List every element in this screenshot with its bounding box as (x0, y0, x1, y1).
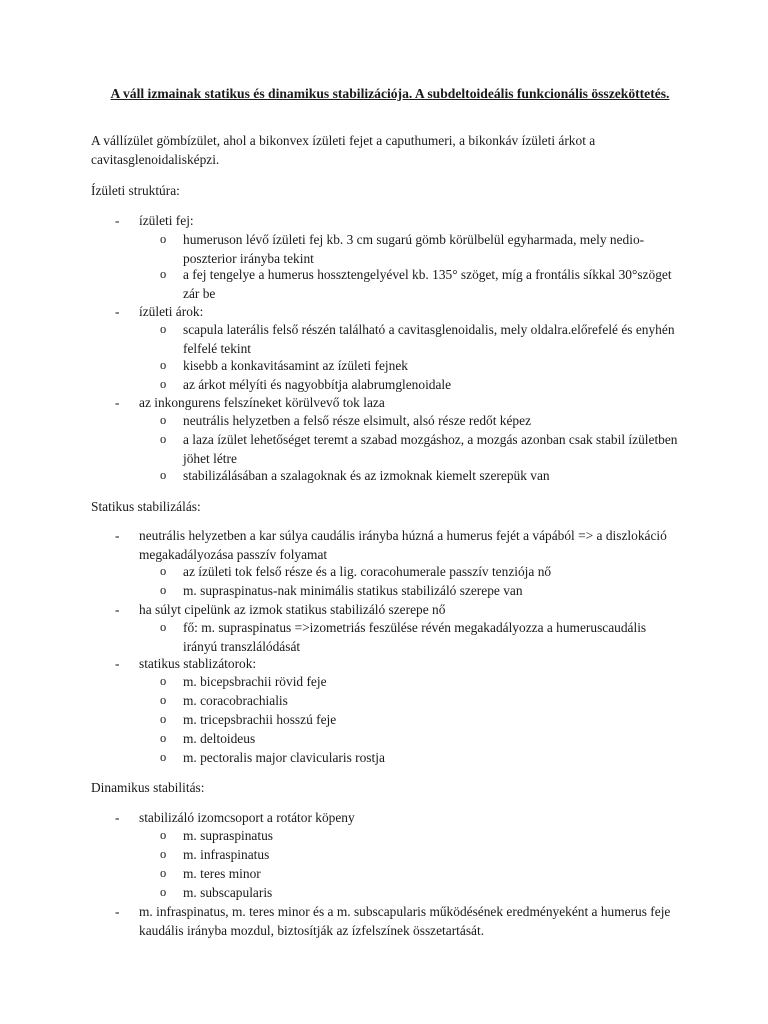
sub-list-item-text: az ízületi tok felső része és a lig. coracohumerale passzív tenziója nő (183, 564, 552, 579)
bullet-marker: o (160, 866, 167, 880)
sub-list-item-text: m. coracobrachialis (183, 693, 288, 708)
bullet-marker: o (160, 564, 167, 578)
bullet-marker: o (160, 267, 167, 281)
bullet-marker: o (160, 322, 167, 336)
bullet-marker: o (160, 358, 167, 372)
sub-list-item-text: m. bicepsbrachii rövid feje (183, 674, 327, 689)
dash-marker: - (115, 810, 120, 825)
dash-marker: - (115, 602, 120, 617)
sub-list-item-text: m. supraspinatus (183, 828, 274, 843)
sub-list-item-text: kisebb a konkavitásamint az ízületi fejnek (183, 358, 408, 373)
bullet-marker: o (160, 232, 167, 246)
sub-list-item-text: a laza ízület lehetőséget teremt a szabad mozgáshoz, a mozgás azonban csak stabil ízületben jöhet létre (183, 432, 678, 466)
bullet-marker: o (160, 432, 167, 446)
list-item-text: ha súlyt cipelünk az izmok statikus stabilizáló szerepe nő (139, 602, 446, 617)
sub-list-item-text: scapula laterális felső részén található a cavitasglenoidalis, mely oldalra.előrefelé és enyhén felfelé tekint (183, 322, 675, 356)
dash-marker: - (115, 528, 120, 543)
bullet-marker: o (160, 750, 167, 764)
bullet-marker: o (160, 413, 167, 427)
bullet-marker: o (160, 828, 167, 842)
bullet-marker: o (160, 693, 167, 707)
sub-list-item-text: m. supraspinatus-nak minimális statikus stabilizáló szerepe van (183, 583, 523, 598)
sub-list-item-text: m. infraspinatus (183, 847, 270, 862)
bullet-marker: o (160, 712, 167, 726)
bullet-marker: o (160, 847, 167, 861)
section-heading-static: Statikus stabilizálás: (91, 499, 201, 514)
document-title: A váll izmainak statikus és dinamikus stabilizációja. A subdeltoideális funkcionális összeköttetés. (110, 86, 670, 101)
list-item-text: az inkongurens felszíneket körülvevő tok laza (139, 395, 385, 410)
sub-list-item-text: a fej tengelye a humerus hossztengelyével kb. 135° szöget, míg a frontális síkkal 30°szöget zár be (183, 267, 672, 301)
section-heading-dynamic: Dinamikus stabilitás: (91, 780, 205, 795)
section-heading-structure: Ízületi struktúra: (91, 183, 180, 198)
bullet-marker: o (160, 620, 167, 634)
bullet-marker: o (160, 468, 167, 482)
bullet-marker: o (160, 885, 167, 899)
sub-list-item-text: m. deltoideus (183, 731, 256, 746)
dash-marker: - (115, 656, 120, 671)
intro-paragraph: A vállízület gömbízület, ahol a bikonvex ízületi fejet a caputhumeri, a bikonkáv ízületi árkot a cavitasglenoidalisképzi. (91, 133, 596, 167)
sub-list-item-text: humeruson lévő ízületi fej kb. 3 cm sugarú gömb körülbelül egyharmada, mely nedio-poszterior irányba tekint (183, 232, 645, 266)
list-item-text: stabilizáló izomcsoport a rotátor köpeny (139, 810, 355, 825)
list-item-text: ízületi árok: (139, 304, 204, 319)
bullet-marker: o (160, 731, 167, 745)
sub-list-item-text: stabilizálásában a szalagoknak és az izmoknak kiemelt szerepük van (183, 468, 550, 483)
sub-list-item-text: m. tricepsbrachii hosszú feje (183, 712, 337, 727)
dash-marker: - (115, 395, 120, 410)
list-item-text: ízületi fej: (139, 213, 194, 228)
sub-list-item-text: fő: m. supraspinatus =>izometriás feszülése révén megakadályozza a humeruscaudális irányú transzlálódását (183, 620, 647, 654)
sub-list-item-text: m. pectoralis major clavicularis rostja (183, 750, 385, 765)
dash-marker: - (115, 904, 120, 919)
sub-list-item-text: az árkot mélyíti és nagyobbítja alabrumglenoidale (183, 377, 452, 392)
bullet-marker: o (160, 377, 167, 391)
sub-list-item-text: m. subscapularis (183, 885, 273, 900)
bullet-marker: o (160, 674, 167, 688)
sub-list-item-text: m. teres minor (183, 866, 261, 881)
list-item-text: neutrális helyzetben a kar súlya caudális irányba húzná a humerus fejét a vápából => a diszlokáció megakadályozása passzív folyamat (139, 528, 667, 562)
dash-marker: - (115, 213, 120, 228)
sub-list-item-text: neutrális helyzetben a felső része elsimult, alsó része redőt képez (183, 413, 532, 428)
list-item-text: statikus stablizátorok: (139, 656, 257, 671)
bullet-marker: o (160, 583, 167, 597)
dash-marker: - (115, 304, 120, 319)
list-item-text: m. infraspinatus, m. teres minor és a m. subscapularis működésének eredményeként a humerus feje kaudális irányba mozdul, biztosítják az ízfelszínek összetartását. (139, 904, 671, 938)
